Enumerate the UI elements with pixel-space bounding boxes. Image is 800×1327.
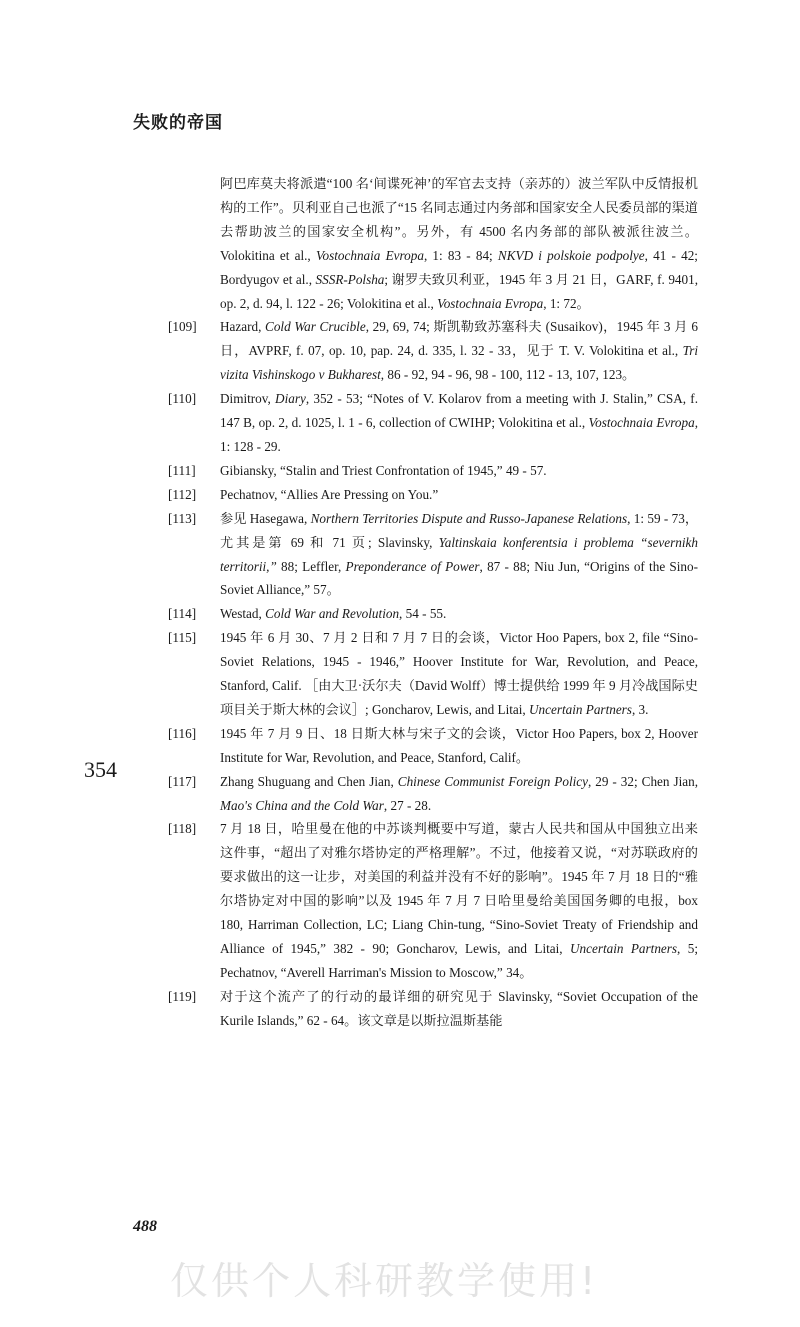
endnote-114 [168,602,698,626]
endnote-number: [ 110 ] [168,387,218,411]
citation-title: Preponderance of Power [345,558,480,574]
citation-title: Uncertain Partners [570,941,678,956]
endnote-number: [ 113 ] [168,507,218,531]
endnote-text: , 87 - 88; Niu Jun, “Origins of the Sino-Soviet Alliance,” 57。 [220,558,698,598]
endnote-text: , 3. [631,701,649,717]
endnote-number: [ 117 ] [168,770,218,794]
endnote-number: [ 118 ] [168,817,218,841]
endnote-text: 88; Leffler, [276,558,346,574]
citation-title: Uncertain Partners [529,701,632,717]
endnote-text: ; 谢罗夫致贝利亚，1945 年 3 月 21 日，GARF, f. 9401, op. 2, d. 94, l. 122 - 26; Volokitina et al., [220,271,698,311]
endnote-text: 1945 年 7 月 9 日、18 日斯大林与宋子文的会谈，Victor Hoo Papers, box 2, Hoover Institute for War, Revolution, and Peace, Stanford, Calif。 [220,725,698,765]
endnote-text: , 41 - 42; Bordyugov et al., [220,247,698,287]
endnote-118 [168,817,698,984]
running-title: 失败的帝国 [133,113,223,133]
endnote-number: [ 115 ] [168,626,218,650]
endnote-111 [168,459,698,483]
endnote-text: , 352 - 53; “Notes of V. Kolarov from a meeting with J. Stalin,” CSA, f. 147 B, op. 2, d. 1025, l. 1 - 6, collection of CWIHP; Volokitina et al., [220,391,698,431]
citation-title: Chinese Communist Foreign Policy [397,773,588,789]
endnote-text: , 1: 128 - 29. [220,415,698,454]
endnote-112 [168,483,698,507]
watermark-text: 仅供个人科研教学使用! [170,1259,599,1303]
endnote-text: 1945 年 6 月 30、7 月 2 日和 7 月 7 日的会谈，Victor Hoo Papers, box 2, file “Sino-Soviet Relations, 1945 - 1946,” Hoover Institute for War, Revolution, and Peace, Stanford, Calif. ［由大卫·沃尔夫（David Wolff）博士提供给 1999 年 9 月冷战国际史项目关于斯大林的会议］; Goncharov, Lewis, and Litai, [220,630,698,717]
citation-title: Yaltinskaia konferentsia i problema “severnikh territorii,” [220,534,698,574]
endnote-113 [168,507,698,603]
citation-title: NKVD i polskoie podpolye [497,247,645,263]
endnote-text: , 1: 72。 [543,295,590,311]
endnote-text: , 1: 83 - 84; [423,247,498,263]
endnote-text: Hazard, [220,319,266,335]
endnote-text: , 86 - 92, 94 - 96, 98 - 100, 112 - 13, 107, 123。 [380,367,636,383]
endnote-110 [168,387,698,459]
endnote-text: 阿巴库莫夫将派遣“100 名‘间谍死神’的军官去支持（亲苏的）波兰军队中反情报机构的工作”。贝利亚自己也派了“15 名同志通过内务部和国家安全人民委员部的渠道去帮助波兰的国家安全机构”。另外，有 4500 名内务部的部队被派往波兰。Volokitina et al., [220,176,698,263]
endnote-116 [168,722,698,770]
endnote-109 [168,315,698,387]
citation-title: Northern Territories Dispute and Russo-Japanese Relations [310,510,628,526]
endnote-text: 7 月 18 日，哈里曼在他的中苏谈判概要中写道，蒙古人民共和国从中国独立出来这件事，“超出了对雅尔塔协定的严格理解”。不过，他接着又说，“对苏联政府的要求做出的这一让步，对美国的利益并没有不好的影响”。1945 年 7 月 18 日的“雅尔塔协定对中国的影响”以及 1945 年 7 月 7 日哈里曼给美国国务卿的电报，box 180, Harriman Collection, LC; Liang Chin-tung, “Sino-Soviet Treaty of Friendship and Alliance of 1945,” 382 - 90; Goncharov, Lewis, and Litai, [220,821,698,956]
side-page-number: 354 [84,757,117,782]
endnote-text: , 54 - 55. [399,606,447,622]
endnote-text: Gibiansky, “Stalin and Triest Confrontation of 1945,” 49 - 57. [220,462,547,478]
endnote-number: [ 119 ] [168,985,218,1009]
endnote-number: [ 114 ] [168,602,218,626]
endnote-text: Zhang Shuguang and Chen Jian, [220,773,398,789]
endnote-text: , 27 - 28. [383,797,432,813]
endnote-text: Dimitrov, [220,391,276,407]
citation-title: SSSR-Polsha [315,271,385,287]
endnote-text: Pechatnov, “Allies Are Pressing on You.” [220,486,439,502]
endnote-continued [168,172,698,315]
endnote-119 [168,985,698,1033]
endnote-text: , 29, 69, 74; 斯凯勒致苏塞科夫 (Susaikov)，1945 年 3 月 6 日，AVPRF, f. 07, op. 10, pap. 24, d. 335, l. 32 - 33，见于 T. V. Volokitina et al., [220,319,699,359]
citation-title: Diary [275,391,306,407]
endnote-text: Westad, [220,606,266,622]
page-number: 488 [133,1218,157,1235]
endnote-number: [ 109 ] [168,315,218,339]
citation-title: Cold War Crucible [265,319,366,335]
citation-title: Vostochnaia Evropa [315,247,424,263]
endnotes-list [168,172,698,1033]
citation-title: Vostochnaia Evropa [437,295,544,311]
endnote-text: 参见 Hasegawa, [220,510,311,526]
endnote-text: , 1: 59 - 73，尤其是第 69 和 71 页; Slavinsky, [220,510,699,550]
endnote-number: [ 116 ] [168,722,218,746]
citation-title: Vostochnaia Evropa [588,415,695,431]
endnote-115 [168,626,698,722]
endnote-number: [ 111 ] [168,459,218,483]
citation-title: Cold War and Revolution [265,606,400,622]
citation-title: Tri vizita Vishinskogo v Bukharest [220,343,698,383]
endnote-number: [ 112 ] [168,483,218,507]
endnote-text: 对于这个流产了的行动的最详细的研究见于 Slavinsky, “Soviet Occupation of the Kurile Islands,” 62 - 64。该文章是以斯拉温斯基能 [220,988,698,1028]
endnote-117 [168,770,698,818]
citation-title: Mao's China and the Cold War [220,797,384,813]
endnote-text: , 29 - 32; Chen Jian, [587,773,699,789]
endnote-text: , 5; Pechatnov, “Averell Harriman's Mission to Moscow,” 34。 [220,941,698,980]
